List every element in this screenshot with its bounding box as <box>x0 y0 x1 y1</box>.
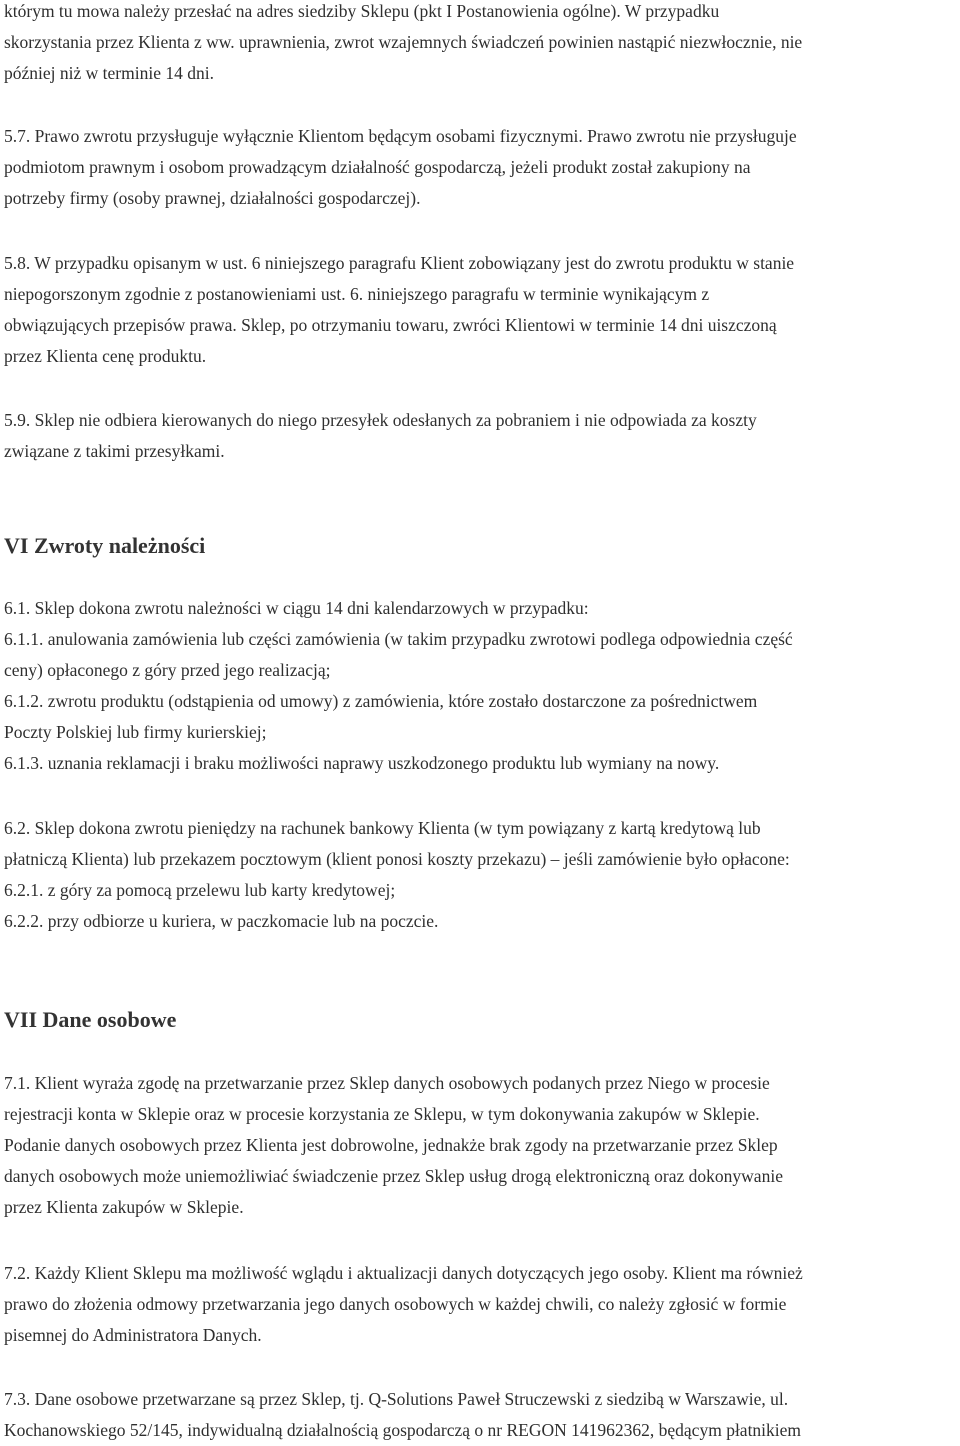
text-line: 6.2.1. z góry za pomocą przelewu lub karty kredytowej; <box>4 880 396 900</box>
text-line: 7.3. Dane osobowe przetwarzane są przez Sklep, tj. Q-Solutions Paweł Struczewski z siedzibą w Warszawie, ul. <box>4 1389 789 1409</box>
text-line: rejestracji konta w Sklepie oraz w procesie korzystania ze Sklepu, w tym dokonywania zakupów w Sklepie. <box>4 1104 760 1124</box>
paragraph-6-1 <box>4 593 793 779</box>
text-line: 6.1.3. uznania reklamacji i braku możliwości naprawy uszkodzonego produktu lub wymiany na nowy. <box>4 753 720 773</box>
text-line: przez Klienta cenę produktu. <box>4 346 207 366</box>
text-line: 5.7. Prawo zwrotu przysługuje wyłącznie Klientom będącym osobami fizycznymi. Prawo zwrotu nie przysługuje <box>4 126 797 146</box>
section-heading-vii: VII Dane osobowe <box>4 1007 177 1032</box>
text-line: prawo do złożenia odmowy przetwarzania jego danych osobowych w każdej chwili, co należy zgłosić w formie <box>4 1294 787 1314</box>
paragraph-5-6-continuation <box>4 0 802 89</box>
paragraph-5-9 <box>4 405 757 467</box>
text-line: pisemnej do Administratora Danych. <box>4 1325 262 1345</box>
text-line: przez Klienta zakupów w Sklepie. <box>4 1197 244 1217</box>
paragraph-7-1 <box>4 1068 783 1223</box>
text-line: 5.9. Sklep nie odbiera kierowanych do niego przesyłek odesłanych za pobraniem i nie odpowiada za koszty <box>4 410 757 430</box>
section-heading-vi: VI Zwroty należności <box>4 533 206 558</box>
text-line: potrzeby firmy (osoby prawnej, działalności gospodarczej). <box>4 188 421 208</box>
text-line: związane z takimi przesyłkami. <box>4 441 225 461</box>
text-line: 5.8. W przypadku opisanym w ust. 6 niniejszego paragrafu Klient zobowiązany jest do zwrotu produktu w stanie <box>4 253 795 273</box>
text-line: podmiotom prawnym i osobom prowadzącym działalność gospodarczą, jeżeli produkt został zakupiony na <box>4 157 751 177</box>
text-line: 6.1.2. zwrotu produktu (odstąpienia od umowy) z zamówienia, które zostało dostarczone za pośrednictwem <box>4 691 758 711</box>
text-line: Podanie danych osobowych przez Klienta jest dobrowolne, jednakże brak zgody na przetwarzanie przez Sklep <box>4 1135 778 1155</box>
paragraph-6-2 <box>4 813 790 937</box>
paragraph-7-3 <box>4 1384 801 1446</box>
text-line: którym tu mowa należy przesłać na adres siedziby Sklepu (pkt I Postanowienia ogólne). W przypadku <box>4 1 720 21</box>
paragraph-5-8 <box>4 248 794 372</box>
text-line: 6.1.1. anulowania zamówienia lub części zamówienia (w takim przypadku zwrotowi podlega odpowiednia część <box>4 629 793 649</box>
text-line: Kochanowskiego 52/145, indywidualną działalnością gospodarczą o nr REGON 141962362, będącym płatnikiem <box>4 1420 802 1440</box>
text-line: 6.2. Sklep dokona zwrotu pieniędzy na rachunek bankowy Klienta (w tym powiązany z kartą kredytową lub <box>4 818 761 838</box>
text-line: 7.1. Klient wyraża zgodę na przetwarzanie przez Sklep danych osobowych podanych przez Niego w procesie <box>4 1073 770 1093</box>
text-line: danych osobowych może uniemożliwiać świadczenie przez Sklep usług drogą elektroniczną oraz dokonywanie <box>4 1166 783 1186</box>
text-line: później niż w terminie 14 dni. <box>4 63 214 83</box>
text-line: 6.1. Sklep dokona zwrotu należności w ciągu 14 dni kalendarzowych w przypadku: <box>4 598 589 618</box>
text-line: ceny) opłaconego z góry przed jego realizacją; <box>4 660 331 680</box>
paragraph-5-7 <box>4 121 797 214</box>
text-line: obwiązujących przepisów prawa. Sklep, po otrzymaniu towaru, zwróci Klientowi w terminie 14 dni uiszczoną <box>4 315 777 335</box>
text-line: skorzystania przez Klienta z ww. uprawnienia, zwrot wzajemnych świadczeń powinien nastąpić niezwłocznie, nie <box>4 32 803 52</box>
paragraph-7-2 <box>4 1258 803 1351</box>
text-line: płatniczą Klienta) lub przekazem pocztowym (klient ponosi koszty przekazu) – jeśli zamówienie było opłacone: <box>4 849 790 869</box>
text-line: 7.2. Każdy Klient Sklepu ma możliwość wglądu i aktualizacji danych dotyczących jego osoby. Klient ma również <box>4 1263 803 1283</box>
text-line: niepogorszonym zgodnie z postanowieniami ust. 6. niniejszego paragrafu w terminie wynikającym z <box>4 284 710 304</box>
text-line: Poczty Polskiej lub firmy kurierskiej; <box>4 722 267 742</box>
text-line: 6.2.2. przy odbiorze u kuriera, w paczkomacie lub na poczcie. <box>4 911 439 931</box>
